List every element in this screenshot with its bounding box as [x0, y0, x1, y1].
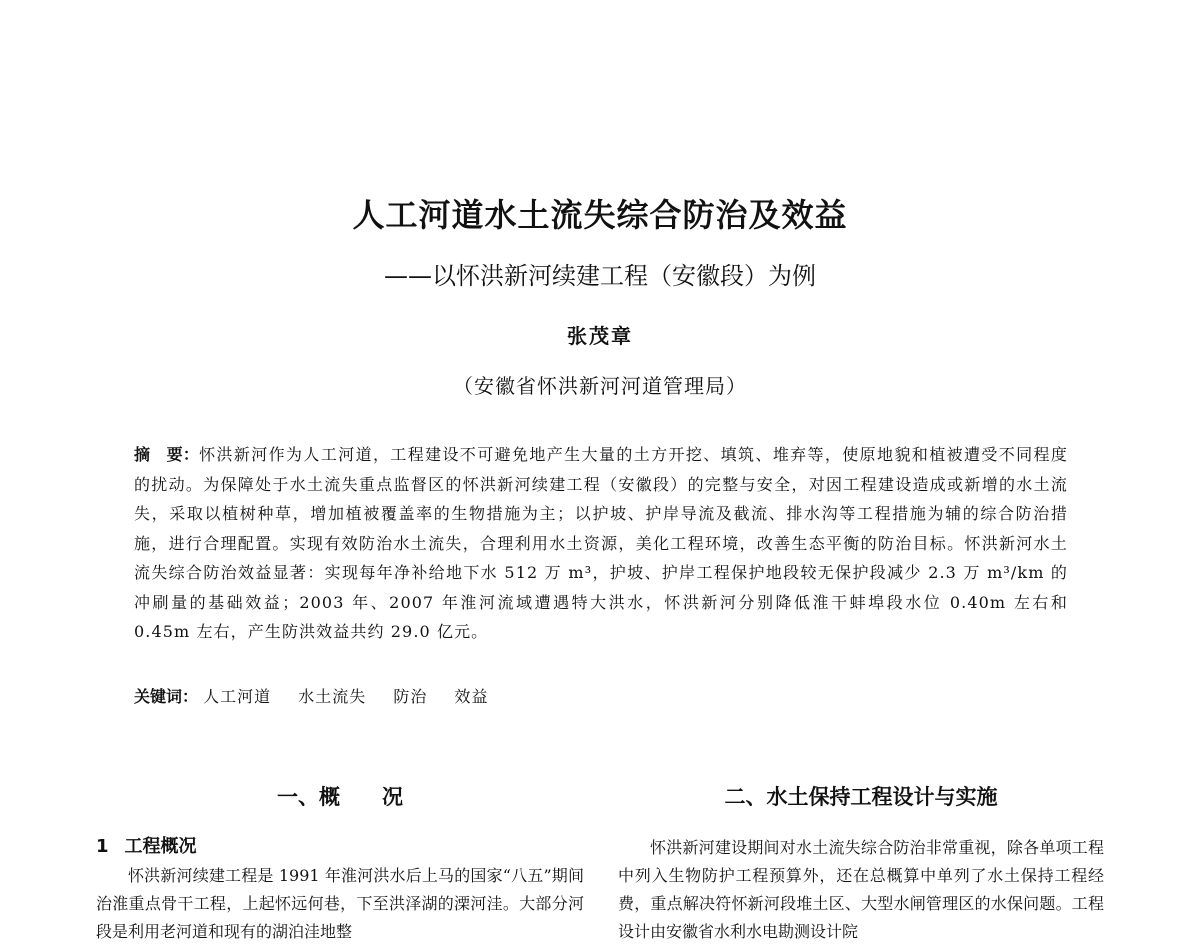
left-column — [96, 780, 584, 946]
abstract-label: 摘 要： — [134, 445, 200, 464]
subsection-title: 工程概况 — [124, 836, 197, 857]
author-name: 张茂章 — [567, 324, 633, 348]
body-paragraph: 怀洪新河续建工程是 1991 年淮河洪水后上马的国家“八五”期间治淮重点骨干工程，上起怀远何巷，下至洪泽湖的溧河洼。大部分河段是利用老河道和现有的湖泊洼地整 — [96, 866, 584, 941]
paper-subtitle: ——以怀洪新河续建工程（安徽段）为例 — [384, 262, 816, 290]
body-paragraph: 怀洪新河建设期间对水土流失综合防治非常重视，除各单项工程中列入生物防护工程预算外，还在总概算中单列了水土保持工程经费，重点解决符怀新河段堆土区、大型水闸管理区的水保问题。工程设计由安徽省水利水电勘测设计院 — [618, 838, 1104, 941]
abstract-text: 怀洪新河作为人工河道，工程建设不可避免地产生大量的土方开挖、填筑、堆弃等，使原地貌和植被遭受不同程度的扰动。为保障处于水土流失重点监督区的怀洪新河续建工程（安徽段）的完整与安全，对因工程建设造成或新增的水土流失，采取以植树种草，增加植被覆盖率的生物措施为主；以护坡、护岸导流及截流、排水沟等工程措施为辅的综合防治措施，进行合理配置。实现有效防治水土流失，合理利用水土资源，美化工程环境，改善生态平衡的防治目标。怀洪新河水土流失综合防治效益显著：实现每年净补给地下水 512 万 m³，护坡、护岸工程保护地段较无保护段减少 2.3 万 m³/km 的冲刷量的基础效益；2003 年、2007 年淮河流域遭遇特大洪水，怀洪新河分别降低淮干蚌埠段水位 0.40m 左右和 0.45m 左右，产生防洪效益共约 29.0 亿元。 — [134, 445, 1068, 641]
subsection-heading — [96, 834, 584, 860]
keyword-item: 人工河道 — [203, 687, 272, 706]
keyword-item: 防治 — [393, 687, 428, 706]
subsection-number: 1 — [96, 836, 109, 857]
right-column — [618, 780, 1104, 946]
keywords-block — [134, 683, 1068, 711]
section-heading-design: 二、水土保持工程设计与实施 — [724, 785, 998, 809]
abstract-block — [134, 440, 1068, 647]
keyword-item: 效益 — [454, 687, 489, 706]
section-heading-overview: 一、概 况 — [277, 785, 403, 809]
author-affiliation: （安徽省怀洪新河河道管理局） — [453, 374, 747, 398]
keywords-label: 关键词： — [134, 687, 199, 706]
keyword-item: 水土流失 — [298, 687, 367, 706]
paper-title: 人工河道水土流失综合防治及效益 — [352, 196, 848, 234]
